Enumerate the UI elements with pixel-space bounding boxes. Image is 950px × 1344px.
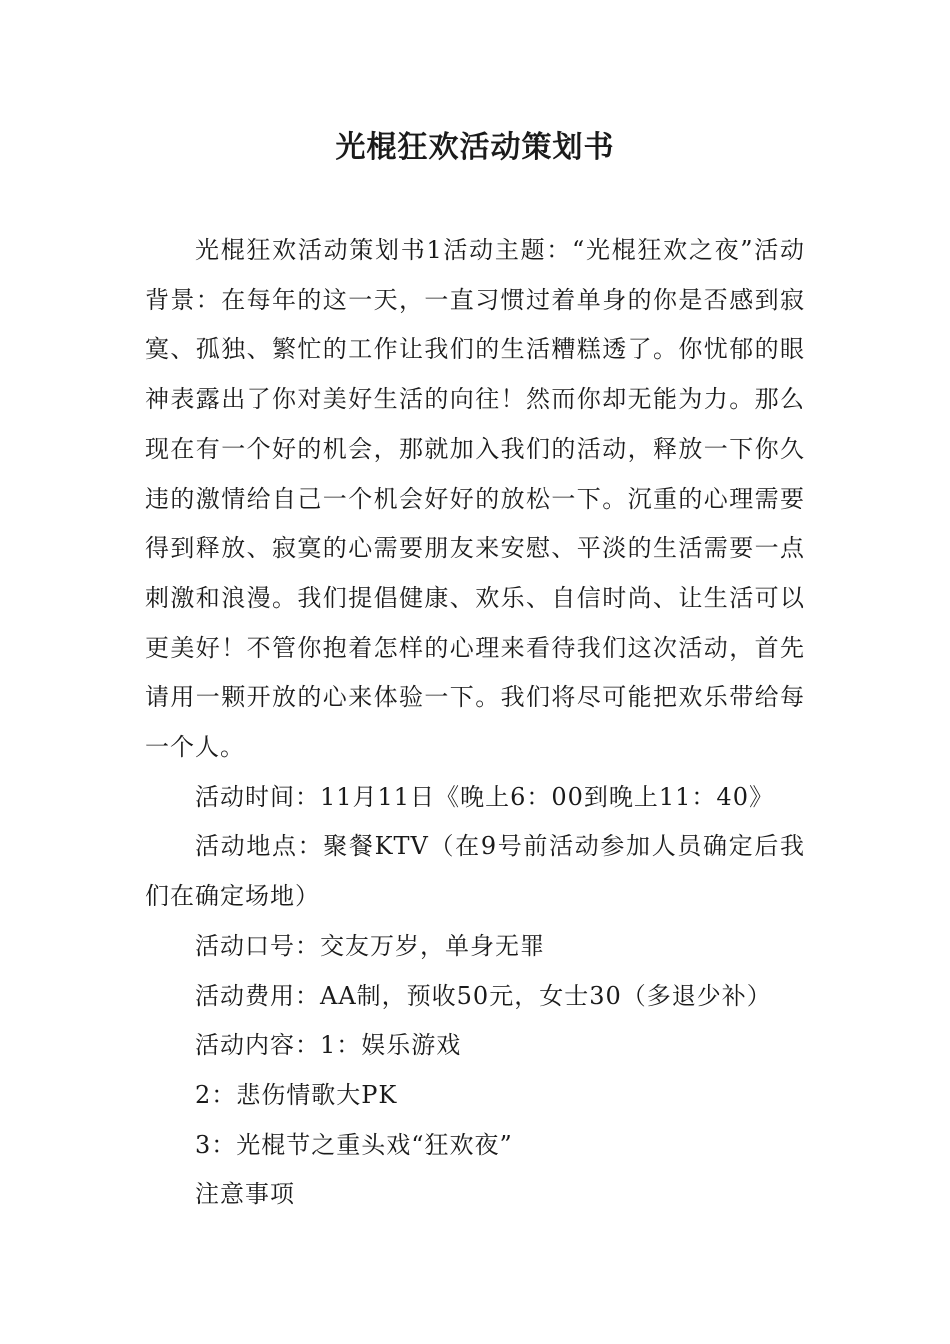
document-body [145,226,805,1220]
event-location-paragraph: 活动地点：聚餐KTV（在9号前活动参加人员确定后我们在确定场地） [145,832,805,911]
event-time-paragraph: 活动时间：11月11日《晚上6：00到晚上11：40》 [195,782,774,811]
event-slogan-paragraph: 活动口号：交友万岁，单身无罪 [195,931,545,960]
intro-paragraph: 光棍狂欢活动策划书1活动主题：“光棍狂欢之夜”活动背景：在每年的这一天，一直习惯过着单身的你是否感到寂寞、孤独、繁忙的工作让我们的生活糟糕透了。你忧郁的眼神表露出了你对美好生活的向往！然而你却无能为力。那么现在有一个好的机会，那就加入我们的活动，释放一下你久违的激情给自己一个机会好好的放松一下。沉重的心理需要得到释放、寂寞的心需要朋友来安慰、平淡的生活需要一点刺激和浪漫。我们提倡健康、欢乐、自信时尚、让生活可以更美好！不管你抱着怎样的心理来看待我们这次活动，首先请用一颗开放的心来体验一下。我们将尽可能把欢乐带给每一个人。 [145,236,805,762]
content-item: 3：光棍节之重头戏“狂欢夜” [195,1130,513,1159]
event-fee-paragraph: 活动费用：AA制，预收50元，女士30（多退少补） [195,981,772,1010]
notes-heading: 注意事项 [195,1180,295,1209]
document-title: 光棍狂欢活动策划书 [335,130,615,165]
content-item: 2：悲伤情歌大PK [195,1080,398,1109]
event-content-paragraph: 活动内容：1：娱乐游戏 [195,1031,462,1060]
